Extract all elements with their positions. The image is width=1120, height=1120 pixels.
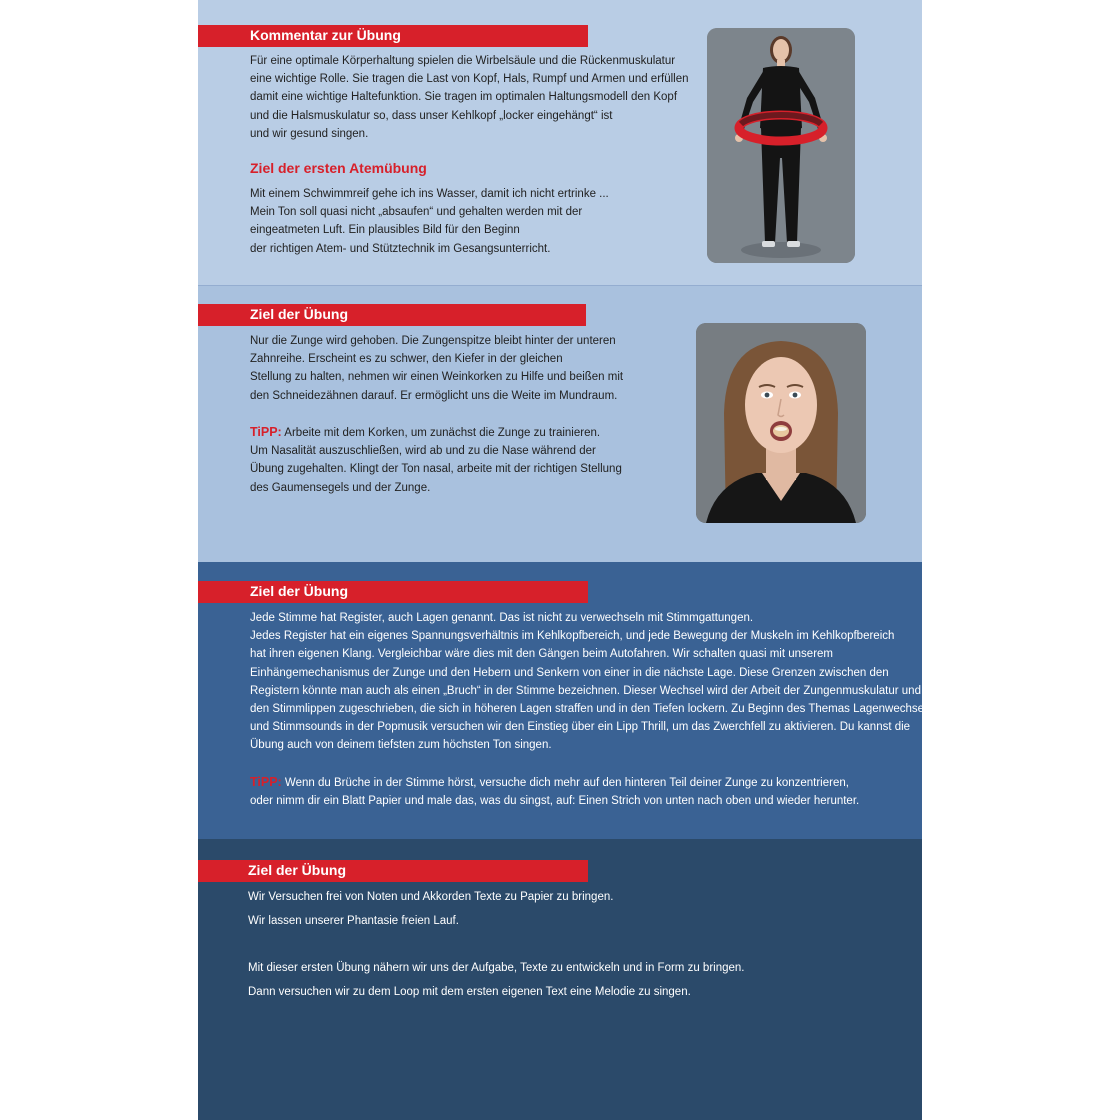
body-line: und wir gesund singen. [250, 127, 369, 140]
body-line: Wir lassen unserer Phantasie freien Lauf. [248, 914, 459, 927]
section-4-heading: Ziel der Übung [248, 862, 346, 878]
body-line: Einhängemechanismus der Zunge und den Hebern und Senkern von einer in die nächste Lage. Diese Grenzen zwischen den [250, 666, 889, 679]
body-line: und die Halsmuskulatur so, dass unser Kehlkopf „locker eingehängt“ ist [250, 109, 613, 122]
woman-standing-with-swim-ring-photo [707, 28, 855, 263]
body-line: Für eine optimale Körperhaltung spielen die Wirbelsäule und die Rückenmuskulatur [250, 55, 676, 67]
body-line: Stellung zu halten, nehmen wir einen Weinkorken zu Hilfe und beißen mit [250, 371, 624, 384]
body-line: Nur die Zunge wird gehoben. Die Zungenspitze bleibt hinter der unteren [250, 335, 616, 347]
body-line: eine wichtige Rolle. Sie tragen die Last von Kopf, Hals, Rumpf und Armen und erfüllen [250, 73, 689, 86]
tipp-label: TiPP: [250, 775, 282, 789]
body-line: und Stimmsounds in der Popmusik versuchen wir den Einstieg über ein Lipp Thrill, um das Zwerchfell zu aktivieren. Du kannst die [250, 721, 911, 734]
section-1-heading: Kommentar zur Übung [250, 27, 401, 43]
body-line: Jedes Register hat ein eigenes Spannungsverhältnis im Kehlkopfbereich, und jede Bewegung der Muskeln im Kehlkopfbereich [250, 630, 895, 643]
body-line: Mein Ton soll quasi nicht „absaufen“ und gehalten werden mit der [250, 206, 583, 219]
body-line: Übung auch von deinem tiefsten zum höchsten Ton singen. [250, 739, 552, 752]
section-3-body [250, 609, 927, 755]
section-2-tipp [250, 423, 622, 497]
section-4-body-a [248, 886, 613, 933]
section-1-heading-bar [198, 25, 588, 47]
tipp-text: Arbeite mit dem Korken, um zunächst die Zunge zu trainieren. [281, 427, 601, 439]
section-4-body-b [248, 957, 744, 1004]
body-line: Registern könnte man auch als einen „Bruch“ in der Stimme bezeichnen. Dieser Wechsel wird der Arbeit der Zungenmuskulatur und [250, 684, 921, 697]
tipp-line: des Gaumensegels und der Zunge. [250, 481, 431, 494]
body-line: der richtigen Atem- und Stütztechnik im Gesangsunterricht. [250, 242, 551, 255]
tipp-text: Wenn du Brüche in der Stimme hörst, versuche dich mehr auf den hinteren Teil deiner Zunge zu konzentrieren, [281, 777, 849, 789]
body-line: Wir Versuchen frei von Noten und Akkorden Texte zu Papier zu bringen. [248, 891, 614, 903]
tipp-line: Übung zugehalten. Klingt der Ton nasal, arbeite mit der richtigen Stellung [250, 463, 622, 476]
section-4-heading-bar [198, 860, 588, 882]
body-line: den Schneidezähnen darauf. Er ermöglicht uns die Weite im Mundraum. [250, 389, 618, 402]
section-1-subbody [250, 185, 609, 258]
section-4 [198, 839, 922, 1120]
woman-face-portrait-icon [696, 323, 866, 523]
section-3 [198, 562, 927, 839]
tipp-line: Um Nasalität auszuschließen, wird ab und zu die Nase während der [250, 445, 596, 458]
section-1 [198, 0, 922, 285]
body-line: damit eine wichtige Haltefunktion. Sie tragen im optimalen Haltungsmodell den Kopf [250, 91, 678, 104]
body-line: den Stimmlippen zugeschrieben, die sich in höheren Lagen straffen und in den Tiefen lockern. Zu Beginn des Themas Lagenwechsel [250, 703, 927, 716]
body-line: Zahnreihe. Erscheint es zu schwer, den Kiefer in der gleichen [250, 353, 563, 366]
page [198, 0, 927, 1120]
section-2-body [250, 332, 623, 405]
section-3-tipp [250, 773, 859, 810]
section-3-heading: Ziel der Übung [250, 583, 348, 599]
section-2 [198, 285, 922, 563]
body-line: Mit einem Schwimmreif gehe ich ins Wasser, damit ich nicht ertrinke ... [250, 188, 609, 200]
woman-holding-cork-photo [696, 323, 866, 523]
section-3-heading-bar [198, 581, 588, 603]
body-line: Dann versuchen wir zu dem Loop mit dem ersten eigenen Text eine Melodie zu singen. [248, 985, 691, 998]
tipp-line: oder nimm dir ein Blatt Papier und male das, was du singst, auf: Einen Strich von unten nach oben und wieder herunter. [250, 795, 860, 808]
body-line: eingeatmeten Luft. Ein plausibles Bild für den Beginn [250, 224, 520, 237]
section-1-body [250, 52, 689, 143]
section-2-heading-bar [198, 304, 586, 326]
body-line: hat ihren eigenen Klang. Vergleichbar wäre dies mit den Gängen beim Autofahren. Wir schalten quasi mit unserem [250, 648, 833, 661]
section-2-heading: Ziel der Übung [250, 306, 348, 322]
body-line: Mit dieser ersten Übung nähern wir uns der Aufgabe, Texte zu entwickeln und in Form zu bringen. [248, 962, 745, 974]
body-line: Jede Stimme hat Register, auch Lagen genannt. Das ist nicht zu verwechseln mit Stimmgattungen. [250, 612, 754, 624]
section-1-subheading: Ziel der ersten Atemübung [250, 160, 427, 176]
tipp-label: TiPP: [250, 425, 282, 439]
woman-standing-figure-icon [707, 28, 855, 263]
